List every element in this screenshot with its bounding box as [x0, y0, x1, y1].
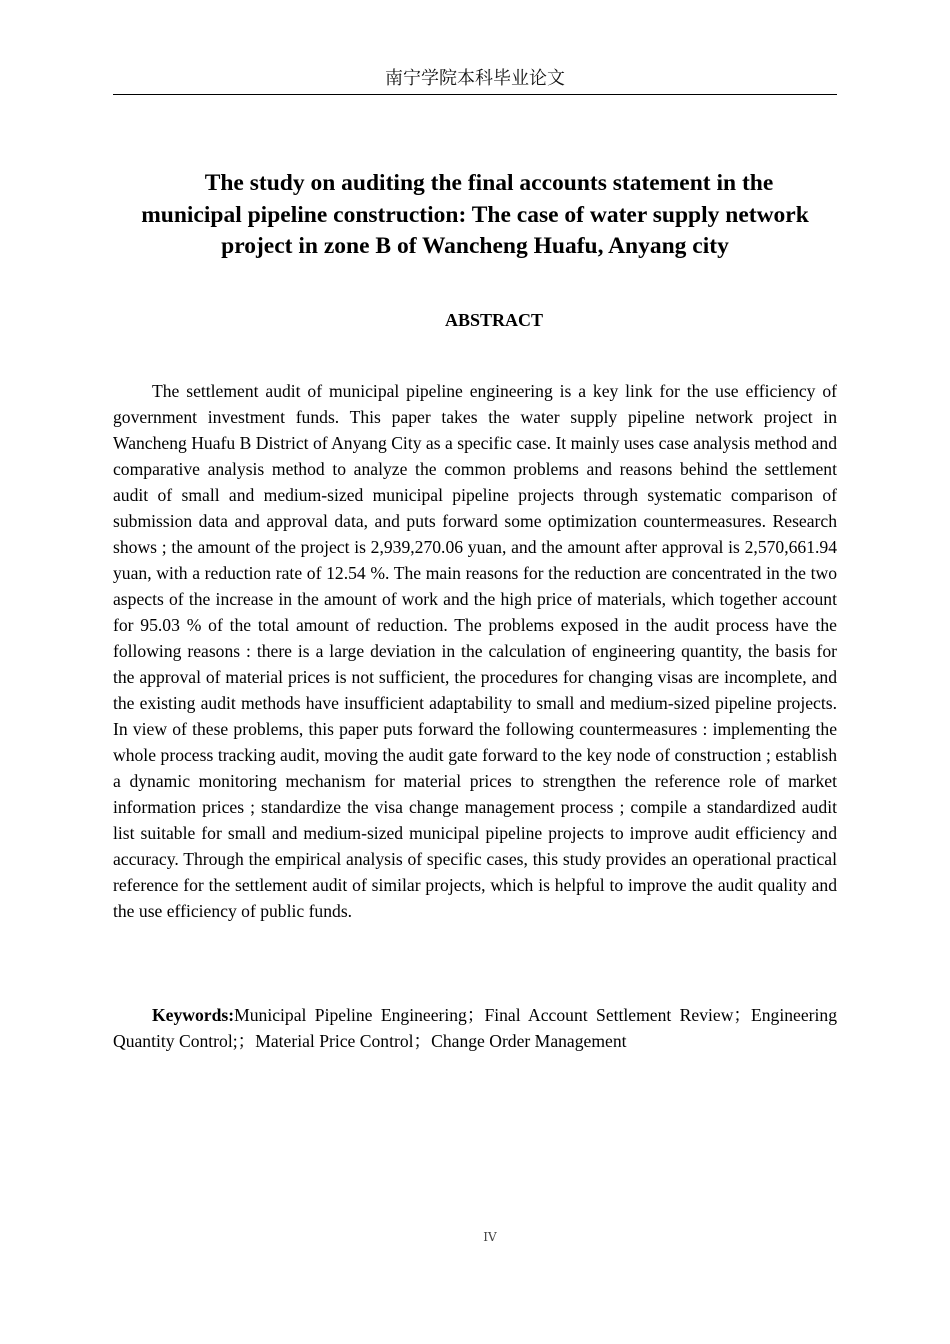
running-header: 南宁学院本科毕业论文 [385, 68, 565, 89]
paper-title: The study on auditing the final accounts statement in the municipal pipeline construction: The case of water supply network project in zone B of Wancheng Huafu, Anyang city [141, 170, 809, 259]
keywords-paragraph [113, 1002, 837, 1054]
header-rule [113, 94, 837, 95]
keywords-list: Municipal Pipeline Engineering；Final Account Settlement Review；Engineering Quantity Control;；Material Price Control；Change Order Management [113, 1005, 837, 1051]
abstract-body: The settlement audit of municipal pipeline engineering is a key link for the use efficiency of government investment funds. This paper takes the water supply pipeline network project in Wancheng Huafu B District of Anyang City as a specific case. It mainly uses case analysis method and comparative analysis method to analyze the common problems and reasons behind the settlement audit of small and medium-sized municipal pipeline projects through systematic comparison of submission data and approval data, and puts forward some optimization countermeasures. Research shows ; the amount of the project is 2,939,270.06 yuan, and the amount after approval is 2,570,661.94 yuan, with a reduction rate of 12.54 %. The main reasons for the reduction are concentrated in the two aspects of the increase in the amount of work and the high price of materials, which together account for 95.03 % of the total amount of reduction. The problems exposed in the audit process have the following reasons : there is a large deviation in the calculation of engineering quantity, the basis for the approval of material prices is not sufficient, the procedures for changing visas are incomplete, and the existing audit methods have insufficient adaptability to small and medium-sized pipeline projects. In view of these problems, this paper puts forward the following countermeasures : implementing the whole process tracking audit, moving the audit gate forward to the key node of construction ; establish a dynamic monitoring mechanism for material prices to strengthen the reference role of market information prices ; standardize the visa change management process ; compile a standardized audit list suitable for small and medium-sized municipal pipeline projects to improve audit efficiency and accuracy. Through the empirical analysis of specific cases, this study provides an operational practical reference for the settlement audit of similar projects, which is helpful to improve the audit quality and the use efficiency of public funds. [113, 381, 837, 921]
keywords-label: Keywords: [152, 1005, 235, 1025]
page-number: IV [483, 1230, 497, 1244]
abstract-heading: ABSTRACT [444, 310, 544, 330]
